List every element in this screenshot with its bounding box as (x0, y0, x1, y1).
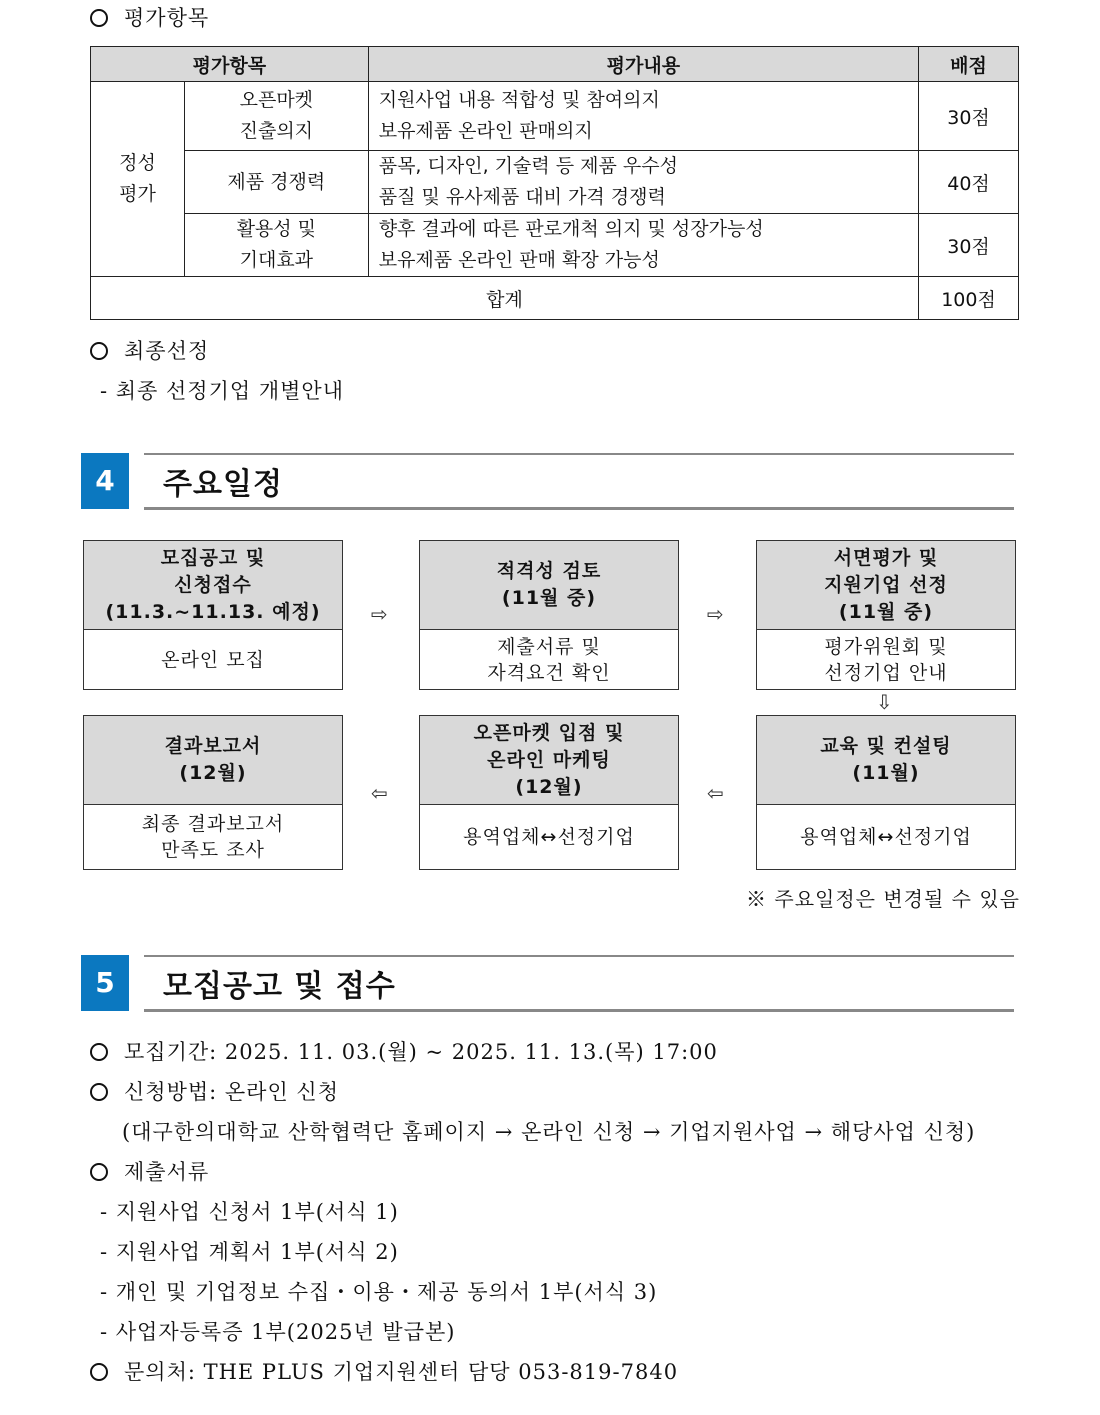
table-row (91, 214, 1019, 277)
total-label: 합계 (91, 277, 919, 320)
section-number: 5 (81, 955, 129, 1011)
doc-item: - 개인 및 기업정보 수집・이용・제공 동의서 1부(서식 3) (100, 1280, 658, 1304)
doc-item: - 지원사업 신청서 1부(서식 1) (100, 1200, 399, 1224)
circle-bullet-icon (90, 1363, 108, 1381)
header-item: 평가항목 (91, 47, 369, 82)
table-row (91, 82, 1019, 151)
final-note: - 최종 선정기업 개별안내 (100, 379, 344, 403)
arrow-down-icon: ⇩ (876, 690, 893, 714)
total-score: 100점 (919, 277, 1019, 320)
evaluation-table (90, 46, 1019, 320)
section-title: 모집공고 및 접수 (163, 969, 396, 1004)
schedule-note: ※ 주요일정은 변경될 수 있음 (746, 887, 1020, 911)
table-header-row (91, 47, 1019, 82)
circle-bullet-icon (90, 1163, 108, 1181)
step-body: 제출서류 및 자격요건 확인 (487, 635, 611, 684)
score-cell: 30점 (919, 214, 1019, 277)
step-head: 오픈마켓 입점 및 온라인 마케팅 (12월) (420, 716, 678, 805)
group-cell: 정성 평가 (91, 82, 185, 277)
divider (144, 1009, 1014, 1012)
table-row (91, 151, 1019, 214)
circle-bullet-icon (90, 342, 108, 360)
section-5-header (81, 955, 1014, 1015)
step-head: 서면평가 및 지원기업 선정 (11월 중) (757, 541, 1015, 630)
content-cell: 품목, 디자인, 기술력 등 제품 우수성 품질 및 유사제품 대비 가격 경쟁력 (368, 151, 918, 214)
step-head: 교육 및 컨설팅 (11월) (757, 716, 1015, 805)
eval-heading: 평가항목 (90, 2, 209, 32)
score-cell: 30점 (919, 82, 1019, 151)
arrow-left-icon: ⇦ (707, 781, 724, 805)
arrow-right-icon: ⇨ (707, 602, 724, 626)
table-total-row (91, 277, 1019, 320)
section-number: 4 (81, 453, 129, 509)
schedule-step (756, 540, 1016, 690)
circle-bullet-icon (90, 9, 108, 27)
content-cell: 향후 결과에 따른 판로개척 의지 및 성장가능성 보유제품 온라인 판매 확장 가능성 (368, 214, 918, 277)
step-body: 용역업체↔선정기업 (463, 826, 635, 848)
section-title: 주요일정 (163, 467, 283, 502)
section-4-header (81, 453, 1014, 513)
schedule-step (756, 715, 1016, 870)
step-body: 최종 결과보고서 만족도 조사 (141, 813, 285, 861)
header-score: 배점 (919, 47, 1019, 82)
arrow-right-icon: ⇨ (371, 602, 388, 626)
contact: 문의처: THE PLUS 기업지원센터 담당 053-819-7840 (90, 1356, 678, 1386)
item-cell: 제품 경쟁력 (184, 151, 368, 214)
content-cell: 지원사업 내용 적합성 및 참여의지 보유제품 온라인 판매의지 (368, 82, 918, 151)
divider (144, 955, 1014, 957)
divider (144, 507, 1014, 510)
item-cell: 활용성 및 기대효과 (184, 214, 368, 277)
circle-bullet-icon (90, 1043, 108, 1061)
circle-bullet-icon (90, 1083, 108, 1101)
score-cell: 40점 (919, 151, 1019, 214)
step-body: 용역업체↔선정기업 (800, 826, 972, 848)
item-cell: 오픈마켓 진출의지 (184, 82, 368, 151)
apply-method: 신청방법: 온라인 신청 (90, 1076, 339, 1106)
doc-item: - 지원사업 계획서 1부(서식 2) (100, 1240, 399, 1264)
apply-path: (대구한의대학교 산학협력단 홈페이지 → 온라인 신청 → 기업지원사업 → 해당사업 신청) (122, 1120, 976, 1144)
step-head: 결과보고서 (12월) (84, 716, 342, 805)
step-body: 온라인 모집 (161, 648, 265, 671)
doc-item: - 사업자등록증 1부(2025년 발급본) (100, 1320, 456, 1344)
schedule-step (419, 540, 679, 690)
schedule-step (83, 540, 343, 690)
schedule-step (419, 715, 679, 870)
final-heading: 최종선정 (90, 335, 209, 365)
step-head: 모집공고 및 신청접수 (11.3.~11.13. 예정) (84, 541, 342, 630)
divider (144, 453, 1014, 455)
schedule-step (83, 715, 343, 870)
recruit-period: 모집기간: 2025. 11. 03.(월) ~ 2025. 11. 13.(목) 17:00 (90, 1036, 718, 1066)
arrow-left-icon: ⇦ (371, 781, 388, 805)
docs-heading: 제출서류 (90, 1156, 209, 1186)
step-head: 적격성 검토 (11월 중) (420, 541, 678, 630)
step-body: 평가위원회 및 선정기업 안내 (824, 635, 948, 684)
header-content: 평가내용 (368, 47, 918, 82)
